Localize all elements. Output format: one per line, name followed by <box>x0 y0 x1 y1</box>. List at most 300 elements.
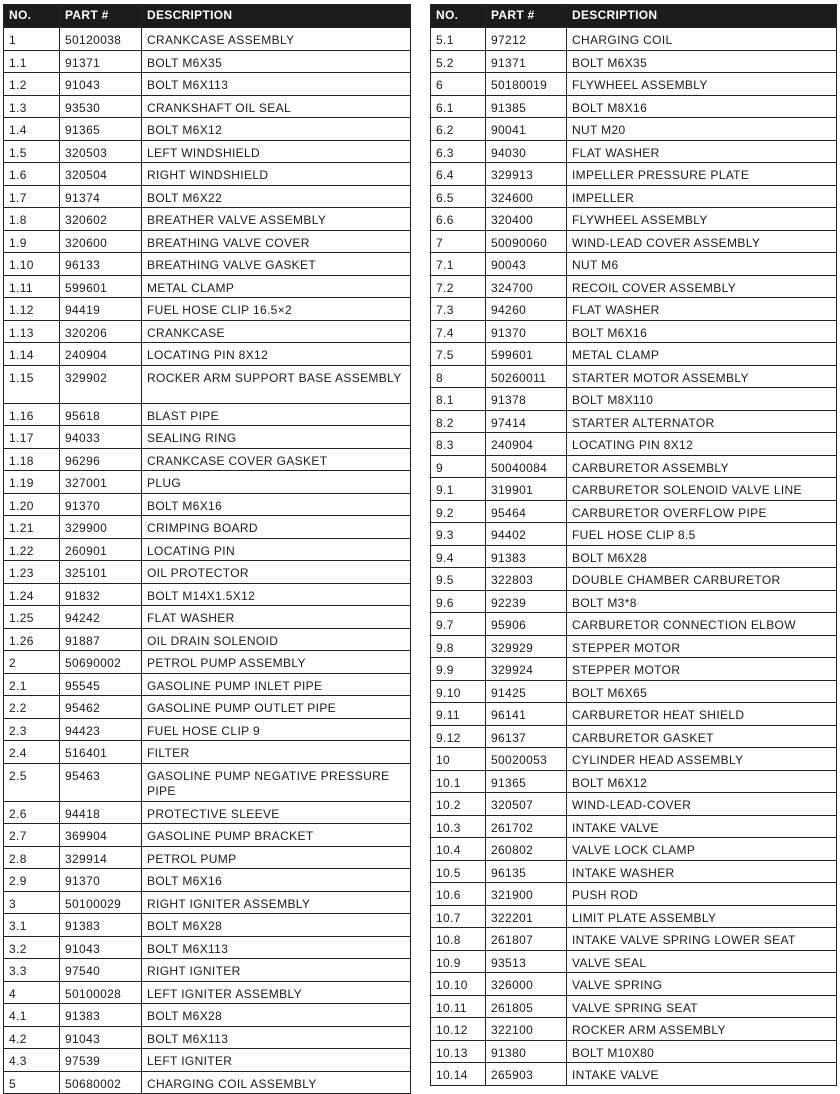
cell-part-number: 91370 <box>60 493 142 516</box>
table-row <box>4 448 411 471</box>
cell-part-number: 50680002 <box>60 1071 142 1094</box>
cell-description: PROTECTIVE SLEEVE <box>142 801 411 824</box>
table-row <box>431 410 837 433</box>
table-row <box>431 275 837 298</box>
cell-no: 1.9 <box>4 230 60 253</box>
cell-description: RECOIL COVER ASSEMBLY <box>567 275 837 298</box>
cell-description: CRANKCASE ASSEMBLY <box>142 28 411 51</box>
cell-part-number: 320504 <box>60 163 142 186</box>
cell-description: BOLT M6X28 <box>142 914 411 937</box>
header-part: PART # <box>60 5 142 28</box>
cell-no: 1.6 <box>4 163 60 186</box>
table-row <box>4 891 411 914</box>
table-row <box>4 140 411 163</box>
cell-no: 5.2 <box>431 50 486 73</box>
cell-description: BOLT M6X65 <box>567 680 837 703</box>
cell-part-number: 91043 <box>60 1026 142 1049</box>
cell-description: IMPELLER PRESSURE PLATE <box>567 163 837 186</box>
cell-description: BOLT M6X28 <box>142 1004 411 1027</box>
cell-no: 1.5 <box>4 140 60 163</box>
cell-no: 3.2 <box>4 936 60 959</box>
table-row <box>431 995 837 1018</box>
cell-no: 9.3 <box>431 523 486 546</box>
cell-part-number: 91370 <box>486 320 567 343</box>
cell-part-number: 261807 <box>486 928 567 951</box>
cell-part-number: 94402 <box>486 523 567 546</box>
cell-description: GASOLINE PUMP NEGATIVE PRESSURE PIPE <box>142 763 411 801</box>
table-row <box>431 185 837 208</box>
table-row <box>4 516 411 539</box>
cell-no: 10.12 <box>431 1018 486 1041</box>
cell-description: PETROL PUMP ASSEMBLY <box>142 651 411 674</box>
table-row <box>4 50 411 73</box>
cell-part-number: 91043 <box>60 936 142 959</box>
cell-description: CARBURETOR GASKET <box>567 725 837 748</box>
cell-no: 8 <box>431 365 486 388</box>
cell-part-number: 320206 <box>60 320 142 343</box>
cell-part-number: 90043 <box>486 253 567 276</box>
table-row <box>4 118 411 141</box>
table-row <box>431 973 837 996</box>
table-row <box>431 28 837 51</box>
table-row <box>431 523 837 546</box>
cell-no: 10.11 <box>431 995 486 1018</box>
cell-no: 1.22 <box>4 538 60 561</box>
table-row <box>431 343 837 366</box>
cell-part-number: 50690002 <box>60 651 142 674</box>
cell-part-number: 260802 <box>486 838 567 861</box>
table-row <box>431 73 837 96</box>
table-row <box>431 725 837 748</box>
cell-no: 9.6 <box>431 590 486 613</box>
cell-no: 4.1 <box>4 1004 60 1027</box>
table-row <box>431 815 837 838</box>
cell-part-number: 320602 <box>60 208 142 231</box>
cell-no: 6 <box>431 73 486 96</box>
cell-description: GASOLINE PUMP INLET PIPE <box>142 673 411 696</box>
cell-description: IMPELLER <box>567 185 837 208</box>
cell-no: 6.2 <box>431 118 486 141</box>
cell-description: BOLT M6X35 <box>142 50 411 73</box>
cell-no: 5 <box>4 1071 60 1094</box>
table-row <box>4 320 411 343</box>
cell-no: 7.3 <box>431 298 486 321</box>
cell-no: 10.13 <box>431 1040 486 1063</box>
table-row <box>4 73 411 96</box>
cell-part-number: 50120038 <box>60 28 142 51</box>
cell-no: 10 <box>431 748 486 771</box>
cell-no: 2.3 <box>4 718 60 741</box>
cell-description: WIND-LEAD-COVER <box>567 793 837 816</box>
cell-part-number: 50260011 <box>486 365 567 388</box>
cell-no: 6.3 <box>431 140 486 163</box>
table-row <box>431 1018 837 1041</box>
cell-part-number: 91380 <box>486 1040 567 1063</box>
cell-no: 2.6 <box>4 801 60 824</box>
table-row <box>431 680 837 703</box>
cell-description: NUT M6 <box>567 253 837 276</box>
cell-no: 1.23 <box>4 561 60 584</box>
cell-part-number: 91425 <box>486 680 567 703</box>
cell-part-number: 599601 <box>486 343 567 366</box>
cell-part-number: 265903 <box>486 1063 567 1086</box>
table-row <box>431 320 837 343</box>
cell-description: FILTER <box>142 741 411 764</box>
table-row <box>431 950 837 973</box>
cell-description: BOLT M6X16 <box>142 493 411 516</box>
table-row <box>431 1063 837 1086</box>
cell-no: 10.10 <box>431 973 486 996</box>
table-row <box>431 793 837 816</box>
cell-no: 1.20 <box>4 493 60 516</box>
table-row <box>4 95 411 118</box>
cell-description: FLAT WASHER <box>142 606 411 629</box>
cell-description: LOCATING PIN 8X12 <box>142 343 411 366</box>
cell-part-number: 50100029 <box>60 891 142 914</box>
cell-no: 3.1 <box>4 914 60 937</box>
cell-description: VALVE SPRING SEAT <box>567 995 837 1018</box>
cell-no: 4.2 <box>4 1026 60 1049</box>
cell-no: 2.2 <box>4 696 60 719</box>
table-row <box>431 118 837 141</box>
cell-no: 10.14 <box>431 1063 486 1086</box>
cell-no: 1.11 <box>4 275 60 298</box>
cell-description: FLAT WASHER <box>567 140 837 163</box>
table-row <box>4 696 411 719</box>
table-row <box>4 718 411 741</box>
cell-no: 1.14 <box>4 343 60 366</box>
cell-part-number: 329924 <box>486 658 567 681</box>
table-row <box>4 981 411 1004</box>
cell-description: METAL CLAMP <box>567 343 837 366</box>
cell-no: 1.7 <box>4 185 60 208</box>
header-row <box>4 5 411 28</box>
cell-no: 6.1 <box>431 95 486 118</box>
table-row <box>4 230 411 253</box>
cell-description: CRANKCASE COVER GASKET <box>142 448 411 471</box>
cell-part-number: 240904 <box>486 433 567 456</box>
cell-description: BOLT M6X12 <box>567 770 837 793</box>
cell-part-number: 91371 <box>60 50 142 73</box>
header-no: NO. <box>431 5 486 28</box>
cell-part-number: 96141 <box>486 703 567 726</box>
cell-description: GASOLINE PUMP OUTLET PIPE <box>142 696 411 719</box>
cell-part-number: 92239 <box>486 590 567 613</box>
cell-description: BLAST PIPE <box>142 403 411 426</box>
table-row <box>4 493 411 516</box>
table-row <box>4 869 411 892</box>
cell-description: LIMIT PLATE ASSEMBLY <box>567 905 837 928</box>
cell-part-number: 325101 <box>60 561 142 584</box>
table-row <box>4 1026 411 1049</box>
cell-description: BOLT M6X113 <box>142 1026 411 1049</box>
cell-no: 10.5 <box>431 860 486 883</box>
cell-part-number: 260901 <box>60 538 142 561</box>
cell-part-number: 329900 <box>60 516 142 539</box>
header-description: DESCRIPTION <box>142 5 411 28</box>
cell-no: 9 <box>431 455 486 478</box>
table-row <box>431 478 837 501</box>
cell-no: 1.15 <box>4 365 60 403</box>
cell-part-number: 321900 <box>486 883 567 906</box>
cell-part-number: 91385 <box>486 95 567 118</box>
cell-description: CHARGING COIL ASSEMBLY <box>142 1071 411 1094</box>
cell-description: CRANKCASE <box>142 320 411 343</box>
cell-part-number: 94033 <box>60 426 142 449</box>
cell-part-number: 329902 <box>60 365 142 403</box>
table-row <box>4 298 411 321</box>
table-row <box>431 298 837 321</box>
cell-no: 9.10 <box>431 680 486 703</box>
header-row <box>431 5 837 28</box>
table-row <box>431 568 837 591</box>
table-row <box>4 583 411 606</box>
cell-part-number: 322100 <box>486 1018 567 1041</box>
cell-description: LEFT IGNITER ASSEMBLY <box>142 981 411 1004</box>
cell-description: FUEL HOSE CLIP 16.5×2 <box>142 298 411 321</box>
table-row <box>431 770 837 793</box>
cell-no: 1.12 <box>4 298 60 321</box>
cell-part-number: 329913 <box>486 163 567 186</box>
cell-no: 8.2 <box>431 410 486 433</box>
cell-description: RIGHT WINDSHIELD <box>142 163 411 186</box>
table-row <box>4 1071 411 1094</box>
cell-part-number: 94030 <box>486 140 567 163</box>
cell-no: 10.2 <box>431 793 486 816</box>
table-row <box>4 673 411 696</box>
table-row <box>4 185 411 208</box>
cell-description: BOLT M6X16 <box>142 869 411 892</box>
cell-description: BOLT M8X16 <box>567 95 837 118</box>
cell-no: 10.6 <box>431 883 486 906</box>
cell-part-number: 96135 <box>486 860 567 883</box>
cell-part-number: 90041 <box>486 118 567 141</box>
cell-description: CHARGING COIL <box>567 28 837 51</box>
cell-part-number: 95464 <box>486 500 567 523</box>
cell-no: 9.4 <box>431 545 486 568</box>
table-row <box>431 545 837 568</box>
cell-part-number: 94260 <box>486 298 567 321</box>
cell-no: 1.2 <box>4 73 60 96</box>
cell-no: 10.1 <box>431 770 486 793</box>
header-description: DESCRIPTION <box>567 5 837 28</box>
cell-part-number: 324600 <box>486 185 567 208</box>
table-row <box>431 928 837 951</box>
cell-part-number: 91383 <box>486 545 567 568</box>
cell-no: 3.3 <box>4 959 60 982</box>
cell-description: BOLT M6X22 <box>142 185 411 208</box>
cell-no: 1.4 <box>4 118 60 141</box>
cell-part-number: 327001 <box>60 471 142 494</box>
table-row <box>4 538 411 561</box>
cell-no: 3 <box>4 891 60 914</box>
cell-no: 1.19 <box>4 471 60 494</box>
table-row <box>431 253 837 276</box>
table-row <box>4 163 411 186</box>
cell-no: 2.8 <box>4 846 60 869</box>
cell-part-number: 94418 <box>60 801 142 824</box>
cell-no: 1.13 <box>4 320 60 343</box>
cell-description: VALVE SEAL <box>567 950 837 973</box>
cell-part-number: 599601 <box>60 275 142 298</box>
table-row <box>4 471 411 494</box>
parts-table-left <box>3 4 411 1094</box>
cell-part-number: 91374 <box>60 185 142 208</box>
cell-part-number: 50020053 <box>486 748 567 771</box>
cell-description: CARBURETOR ASSEMBLY <box>567 455 837 478</box>
cell-no: 10.3 <box>431 815 486 838</box>
table-row <box>4 1049 411 1072</box>
table-row <box>4 275 411 298</box>
cell-no: 7.2 <box>431 275 486 298</box>
table-row <box>431 590 837 613</box>
cell-part-number: 95618 <box>60 403 142 426</box>
cell-description: WIND-LEAD COVER ASSEMBLY <box>567 230 837 253</box>
table-row <box>431 860 837 883</box>
cell-description: BREATHING VALVE GASKET <box>142 253 411 276</box>
cell-description: BOLT M6X113 <box>142 73 411 96</box>
table-row <box>431 613 837 636</box>
table-row <box>431 433 837 456</box>
table-row <box>431 748 837 771</box>
header-no: NO. <box>4 5 60 28</box>
cell-description: CARBURETOR CONNECTION ELBOW <box>567 613 837 636</box>
cell-description: INTAKE VALVE <box>567 1063 837 1086</box>
cell-no: 9.1 <box>431 478 486 501</box>
table-row <box>431 838 837 861</box>
cell-description: PLUG <box>142 471 411 494</box>
cell-no: 2.9 <box>4 869 60 892</box>
cell-part-number: 322803 <box>486 568 567 591</box>
cell-description: CRANKSHAFT OIL SEAL <box>142 95 411 118</box>
cell-part-number: 91371 <box>486 50 567 73</box>
cell-no: 2.7 <box>4 824 60 847</box>
cell-part-number: 329914 <box>60 846 142 869</box>
cell-part-number: 91887 <box>60 628 142 651</box>
cell-part-number: 94242 <box>60 606 142 629</box>
cell-part-number: 97539 <box>60 1049 142 1072</box>
cell-part-number: 50180019 <box>486 73 567 96</box>
cell-description: VALVE LOCK CLAMP <box>567 838 837 861</box>
cell-part-number: 50090060 <box>486 230 567 253</box>
cell-part-number: 320600 <box>60 230 142 253</box>
cell-description: BOLT M8X110 <box>567 388 837 411</box>
table-row <box>431 1040 837 1063</box>
cell-no: 9.11 <box>431 703 486 726</box>
cell-no: 9.7 <box>431 613 486 636</box>
cell-no: 1.25 <box>4 606 60 629</box>
cell-description: LEFT WINDSHIELD <box>142 140 411 163</box>
table-row <box>4 403 411 426</box>
cell-part-number: 324700 <box>486 275 567 298</box>
table-row <box>4 28 411 51</box>
table-row <box>4 763 411 801</box>
cell-part-number: 97540 <box>60 959 142 982</box>
cell-description: CARBURETOR SOLENOID VALVE LINE <box>567 478 837 501</box>
cell-no: 1.26 <box>4 628 60 651</box>
cell-description: BOLT M14X1.5X12 <box>142 583 411 606</box>
cell-part-number: 91832 <box>60 583 142 606</box>
cell-description: METAL CLAMP <box>142 275 411 298</box>
cell-description: BOLT M6X16 <box>567 320 837 343</box>
cell-description: FLAT WASHER <box>567 298 837 321</box>
table-row <box>4 824 411 847</box>
cell-part-number: 95463 <box>60 763 142 801</box>
cell-part-number: 50040084 <box>486 455 567 478</box>
cell-no: 2.5 <box>4 763 60 801</box>
cell-description: BOLT M3*8 <box>567 590 837 613</box>
cell-description: STARTER MOTOR ASSEMBLY <box>567 365 837 388</box>
cell-description: INTAKE WASHER <box>567 860 837 883</box>
cell-no: 7.5 <box>431 343 486 366</box>
cell-no: 5.1 <box>431 28 486 51</box>
table-row <box>4 253 411 276</box>
cell-part-number: 329929 <box>486 635 567 658</box>
cell-part-number: 95906 <box>486 613 567 636</box>
cell-description: PETROL PUMP <box>142 846 411 869</box>
cell-description: INTAKE VALVE SPRING LOWER SEAT <box>567 928 837 951</box>
cell-part-number: 369904 <box>60 824 142 847</box>
table-row <box>4 959 411 982</box>
cell-description: DOUBLE CHAMBER CARBURETOR <box>567 568 837 591</box>
cell-description: STARTER ALTERNATOR <box>567 410 837 433</box>
cell-no: 7.4 <box>431 320 486 343</box>
table-row <box>431 365 837 388</box>
cell-description: OIL DRAIN SOLENOID <box>142 628 411 651</box>
table-row <box>4 801 411 824</box>
cell-description: STEPPER MOTOR <box>567 658 837 681</box>
cell-description: BOLT M6X28 <box>567 545 837 568</box>
table-row <box>431 455 837 478</box>
cell-no: 1.8 <box>4 208 60 231</box>
cell-no: 1.3 <box>4 95 60 118</box>
cell-description: LOCATING PIN <box>142 538 411 561</box>
cell-no: 10.9 <box>431 950 486 973</box>
table-row <box>431 658 837 681</box>
cell-description: FUEL HOSE CLIP 9 <box>142 718 411 741</box>
cell-description: FLYWHEEL ASSEMBLY <box>567 73 837 96</box>
cell-no: 2.4 <box>4 741 60 764</box>
cell-part-number: 94419 <box>60 298 142 321</box>
cell-description: RIGHT IGNITER <box>142 959 411 982</box>
cell-no: 2.1 <box>4 673 60 696</box>
table-row <box>4 606 411 629</box>
cell-description: OIL PROTECTOR <box>142 561 411 584</box>
cell-part-number: 326000 <box>486 973 567 996</box>
cell-part-number: 95545 <box>60 673 142 696</box>
cell-description: BOLT M6X35 <box>567 50 837 73</box>
cell-part-number: 322201 <box>486 905 567 928</box>
cell-part-number: 97212 <box>486 28 567 51</box>
cell-description: CYLINDER HEAD ASSEMBLY <box>567 748 837 771</box>
parts-table-right <box>430 4 837 1086</box>
table-row <box>431 703 837 726</box>
cell-no: 1.21 <box>4 516 60 539</box>
cell-description: FUEL HOSE CLIP 8.5 <box>567 523 837 546</box>
cell-description: LOCATING PIN 8X12 <box>567 433 837 456</box>
cell-description: BOLT M10X80 <box>567 1040 837 1063</box>
table-row <box>431 230 837 253</box>
cell-part-number: 261805 <box>486 995 567 1018</box>
table-row <box>4 1004 411 1027</box>
cell-part-number: 91383 <box>60 1004 142 1027</box>
cell-part-number: 93513 <box>486 950 567 973</box>
cell-no: 9.5 <box>431 568 486 591</box>
table-row <box>431 163 837 186</box>
cell-description: BREATHING VALVE COVER <box>142 230 411 253</box>
cell-description: NUT M20 <box>567 118 837 141</box>
cell-description: BREATHER VALVE ASSEMBLY <box>142 208 411 231</box>
